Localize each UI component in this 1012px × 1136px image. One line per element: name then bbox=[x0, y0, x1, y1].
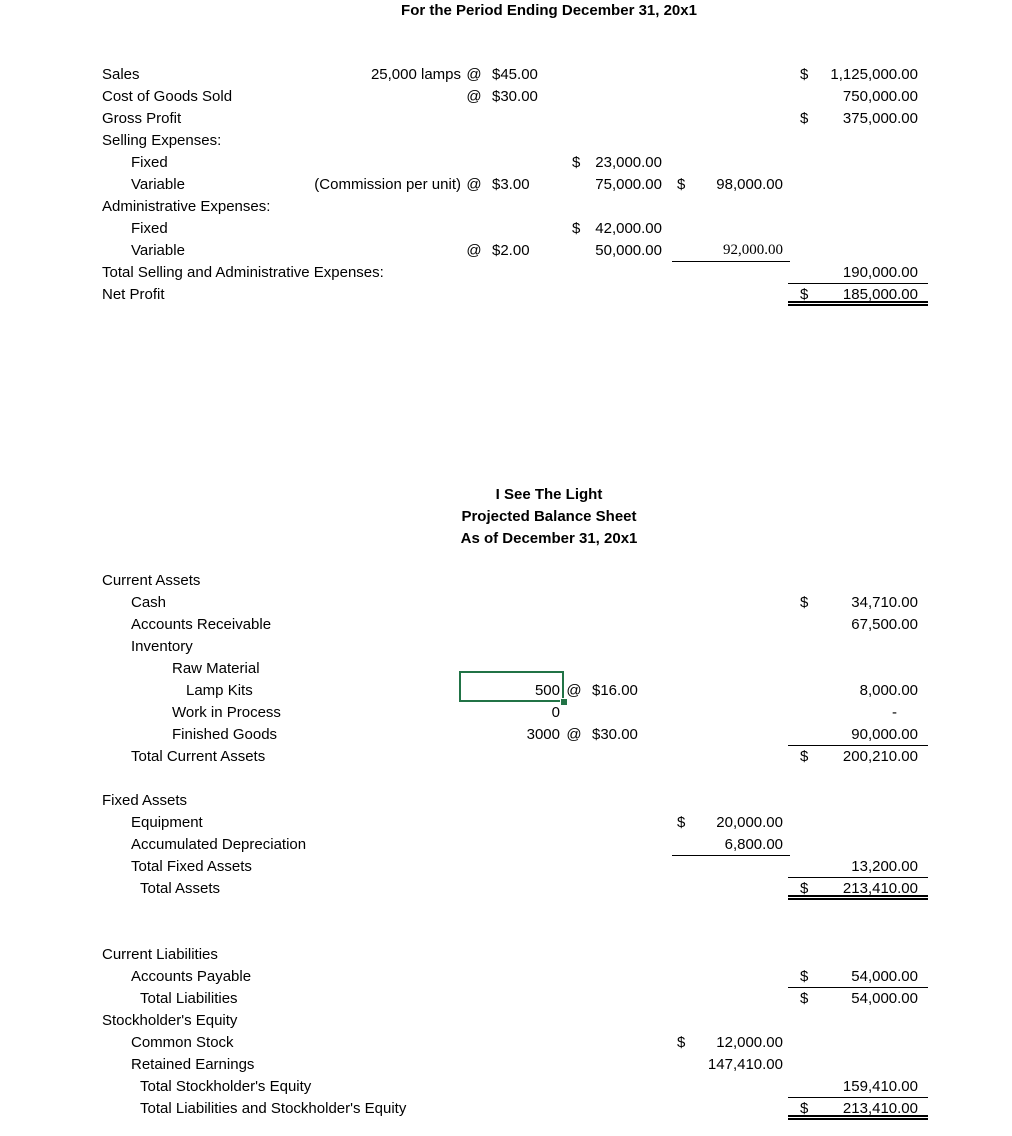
currency-symbol: $ bbox=[800, 594, 809, 611]
row-common-stock bbox=[0, 1032, 1012, 1054]
cell-amount[interactable] bbox=[672, 1032, 790, 1054]
cell-amount[interactable] bbox=[788, 262, 928, 284]
row-total-selling-admin bbox=[0, 262, 1012, 284]
cell-unit-price[interactable]: $16.00 bbox=[592, 682, 638, 699]
cell-qty[interactable]: 0 bbox=[551, 704, 560, 721]
cell-amount[interactable] bbox=[788, 746, 928, 768]
row-total-assets bbox=[0, 878, 1012, 900]
amount-value: 50,000.00 bbox=[595, 242, 662, 259]
cell-amount[interactable] bbox=[788, 724, 928, 746]
currency-symbol: $ bbox=[677, 814, 686, 831]
cell-qty[interactable]: 500 bbox=[534, 682, 560, 699]
row-admin-fixed bbox=[0, 218, 1012, 240]
amount-value: 92,000.00 bbox=[723, 242, 783, 258]
amount-value: 54,000.00 bbox=[851, 990, 918, 1007]
row-accounts-payable bbox=[0, 966, 1012, 988]
cell-amount[interactable] bbox=[788, 592, 928, 614]
cell-label[interactable]: Accounts Receivable bbox=[131, 616, 272, 633]
currency-symbol: $ bbox=[800, 990, 809, 1007]
amount-value: 213,410.00 bbox=[842, 1100, 918, 1117]
cell-label[interactable]: Equipment bbox=[131, 814, 203, 831]
cell-label[interactable]: Cash bbox=[131, 594, 167, 611]
cell-amount[interactable] bbox=[672, 812, 790, 834]
amount-value: 375,000.00 bbox=[842, 110, 918, 127]
period-header[interactable]: For the Period Ending December 31, 20x1 bbox=[401, 2, 697, 19]
row-current-assets-header bbox=[0, 570, 1012, 592]
cell-amount[interactable] bbox=[672, 1054, 790, 1076]
cell-label[interactable]: Total Selling and Administrative Expenses: bbox=[102, 264, 384, 281]
cell-label[interactable]: Inventory bbox=[131, 638, 193, 655]
cell-amount[interactable] bbox=[788, 856, 928, 878]
row-lamp-kits bbox=[0, 680, 1012, 702]
currency-symbol: $ bbox=[572, 220, 581, 237]
cell-label[interactable]: Total Liabilities bbox=[140, 990, 238, 1007]
cell-amount[interactable] bbox=[788, 86, 928, 108]
cell-label[interactable]: Work in Process bbox=[172, 704, 281, 721]
row-work-in-process bbox=[0, 702, 1012, 724]
row-total-liabilities bbox=[0, 988, 1012, 1010]
row-accounts-receivable bbox=[0, 614, 1012, 636]
row-fixed-assets-header bbox=[0, 790, 1012, 812]
row-sales bbox=[0, 64, 1012, 86]
company-title[interactable]: I See The Light bbox=[495, 486, 603, 503]
cell-qty-desc[interactable]: 25,000 lamps bbox=[370, 66, 461, 83]
cell-label[interactable]: Fixed Assets bbox=[102, 792, 188, 809]
cell-unit-price[interactable]: $30.00 bbox=[592, 726, 638, 743]
cell-label[interactable]: Accumulated Depreciation bbox=[131, 836, 307, 853]
amount-value: 34,710.00 bbox=[851, 594, 918, 611]
amount-value: 12,000.00 bbox=[716, 1034, 783, 1051]
cell-amount[interactable] bbox=[565, 218, 665, 240]
cell-amount-subtotal[interactable] bbox=[672, 240, 790, 262]
amount-value: 23,000.00 bbox=[595, 154, 662, 171]
cell-label[interactable]: Administrative Expenses: bbox=[102, 198, 271, 215]
cell-amount[interactable] bbox=[788, 108, 928, 130]
bs-title-date-row bbox=[0, 528, 1012, 550]
cell-label[interactable]: Stockholder's Equity bbox=[102, 1012, 238, 1029]
currency-symbol: $ bbox=[800, 66, 809, 83]
row-finished-goods bbox=[0, 724, 1012, 746]
cell-label[interactable]: Accounts Payable bbox=[131, 968, 252, 985]
at-sign[interactable]: @ bbox=[566, 726, 582, 743]
cell-amount[interactable] bbox=[565, 174, 665, 196]
statement-title[interactable]: Projected Balance Sheet bbox=[461, 508, 637, 525]
cell-amount[interactable] bbox=[788, 614, 928, 636]
row-total-current-assets bbox=[0, 746, 1012, 768]
amount-value: 13,200.00 bbox=[851, 858, 918, 875]
cell-amount-subtotal[interactable] bbox=[672, 174, 790, 196]
cell-unit-price[interactable]: $30.00 bbox=[492, 88, 538, 105]
amount-value: 750,000.00 bbox=[842, 88, 918, 105]
row-net-profit bbox=[0, 284, 1012, 306]
cell-label[interactable]: Total Current Assets bbox=[131, 748, 266, 765]
cell-label[interactable]: Retained Earnings bbox=[131, 1056, 255, 1073]
cell-amount[interactable] bbox=[565, 240, 665, 262]
row-admin-expenses-header bbox=[0, 196, 1012, 218]
cell-label[interactable]: Finished Goods bbox=[172, 726, 278, 743]
amount-value: - bbox=[892, 704, 897, 721]
amount-value: 90,000.00 bbox=[851, 726, 918, 743]
as-of-date[interactable]: As of December 31, 20x1 bbox=[460, 530, 638, 547]
cell-amount[interactable] bbox=[565, 152, 665, 174]
row-total-stockholders-equity bbox=[0, 1076, 1012, 1098]
cell-label[interactable]: Total Assets bbox=[140, 880, 221, 897]
at-sign[interactable]: @ bbox=[466, 66, 482, 83]
amount-value: 1,125,000.00 bbox=[830, 66, 918, 83]
cell-label[interactable]: Gross Profit bbox=[102, 110, 182, 127]
cell-amount[interactable] bbox=[788, 1098, 928, 1120]
row-stockholders-equity-header bbox=[0, 1010, 1012, 1032]
row-current-liabilities-header bbox=[0, 944, 1012, 966]
cell-amount[interactable] bbox=[788, 680, 928, 702]
row-cost-of-goods-sold bbox=[0, 86, 1012, 108]
currency-symbol: $ bbox=[800, 110, 809, 127]
row-total-liabilities-and-equity bbox=[0, 1098, 1012, 1120]
cell-label[interactable]: Selling Expenses: bbox=[102, 132, 222, 149]
row-selling-variable bbox=[0, 174, 1012, 196]
cell-label[interactable]: Total Fixed Assets bbox=[131, 858, 252, 875]
currency-symbol: $ bbox=[800, 286, 809, 303]
cell-label[interactable]: Current Assets bbox=[102, 572, 201, 589]
cell-qty[interactable]: 3000 bbox=[526, 726, 560, 743]
amount-value: 6,800.00 bbox=[724, 836, 783, 853]
cell-label[interactable]: Cost of Goods Sold bbox=[102, 88, 233, 105]
cell-qty-desc[interactable]: (Commission per unit) bbox=[314, 176, 461, 193]
cell-label[interactable]: Total Stockholder's Equity bbox=[140, 1078, 312, 1095]
bs-title-statement-row bbox=[0, 506, 1012, 528]
cell-label[interactable]: Current Liabilities bbox=[102, 946, 218, 963]
amount-value: 98,000.00 bbox=[716, 176, 783, 193]
row-selling-fixed bbox=[0, 152, 1012, 174]
cell-amount[interactable] bbox=[788, 988, 928, 1010]
cell-label[interactable]: Sales bbox=[102, 66, 140, 83]
amount-value: 147,410.00 bbox=[707, 1056, 783, 1073]
cell-label[interactable]: Lamp Kits bbox=[186, 682, 253, 699]
row-equipment bbox=[0, 812, 1012, 834]
cell-amount[interactable] bbox=[788, 1076, 928, 1098]
row-selling-expenses-header bbox=[0, 130, 1012, 152]
cell-label[interactable]: Raw Material bbox=[172, 660, 260, 677]
currency-symbol: $ bbox=[800, 880, 809, 897]
at-sign[interactable]: @ bbox=[566, 682, 582, 699]
row-cash bbox=[0, 592, 1012, 614]
amount-value: 54,000.00 bbox=[851, 968, 918, 985]
row-admin-variable bbox=[0, 240, 1012, 262]
amount-value: 42,000.00 bbox=[595, 220, 662, 237]
currency-symbol: $ bbox=[677, 1034, 686, 1051]
cell-label[interactable]: Total Liabilities and Stockholder's Equity bbox=[140, 1100, 407, 1117]
cell-amount[interactable] bbox=[672, 834, 790, 856]
period-header-row bbox=[0, 0, 1012, 22]
currency-symbol: $ bbox=[677, 176, 686, 193]
cell-label[interactable]: Variable bbox=[131, 176, 185, 193]
cell-amount[interactable] bbox=[788, 64, 928, 86]
cell-label[interactable]: Common Stock bbox=[131, 1034, 234, 1051]
cell-amount[interactable] bbox=[788, 878, 928, 900]
row-accumulated-depreciation bbox=[0, 834, 1012, 856]
currency-symbol: $ bbox=[800, 748, 809, 765]
amount-value: 213,410.00 bbox=[842, 880, 918, 897]
at-sign[interactable]: @ bbox=[466, 176, 482, 193]
amount-value: 185,000.00 bbox=[842, 286, 918, 303]
cell-label[interactable]: Fixed bbox=[131, 220, 168, 237]
amount-value: 190,000.00 bbox=[842, 264, 918, 281]
amount-value: 8,000.00 bbox=[859, 682, 918, 699]
row-retained-earnings bbox=[0, 1054, 1012, 1076]
cell-amount[interactable] bbox=[788, 702, 928, 724]
cell-amount[interactable] bbox=[788, 966, 928, 988]
at-sign[interactable]: @ bbox=[466, 242, 482, 259]
cell-unit-price[interactable]: $45.00 bbox=[492, 66, 538, 83]
cell-label[interactable]: Net Profit bbox=[102, 286, 165, 303]
currency-symbol: $ bbox=[800, 1100, 809, 1117]
amount-value: 200,210.00 bbox=[842, 748, 918, 765]
amount-value: 75,000.00 bbox=[595, 176, 662, 193]
currency-symbol: $ bbox=[800, 968, 809, 985]
currency-symbol: $ bbox=[572, 154, 581, 171]
amount-value: 159,410.00 bbox=[842, 1078, 918, 1095]
row-inventory-header bbox=[0, 636, 1012, 658]
cell-amount[interactable] bbox=[788, 284, 928, 306]
amount-value: 67,500.00 bbox=[851, 616, 918, 633]
cell-label[interactable]: Fixed bbox=[131, 154, 168, 171]
amount-value: 20,000.00 bbox=[716, 814, 783, 831]
at-sign[interactable]: @ bbox=[466, 88, 482, 105]
cell-unit-price[interactable]: $3.00 bbox=[492, 176, 530, 193]
row-total-fixed-assets bbox=[0, 856, 1012, 878]
bs-title-company-row bbox=[0, 484, 1012, 506]
cell-label[interactable]: Variable bbox=[131, 242, 185, 259]
row-gross-profit bbox=[0, 108, 1012, 130]
cell-unit-price[interactable]: $2.00 bbox=[492, 242, 530, 259]
